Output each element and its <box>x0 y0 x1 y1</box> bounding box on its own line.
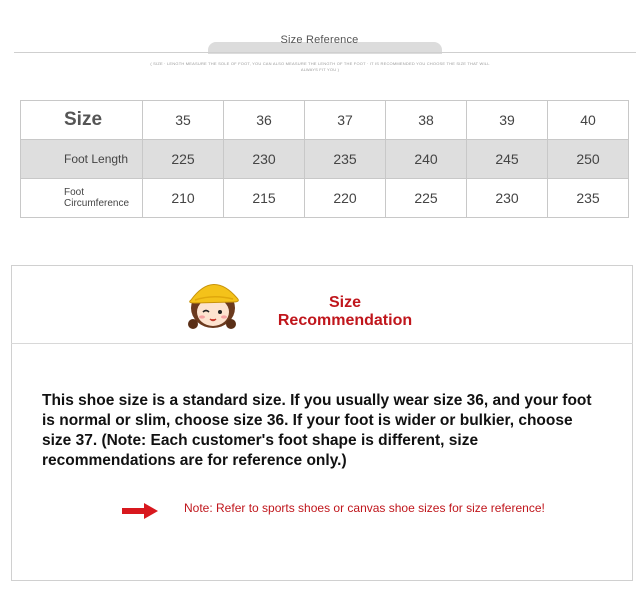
table-cell: 37 <box>305 101 386 140</box>
recommendation-title-line: Size <box>328 294 361 311</box>
recommendation-title <box>250 294 440 330</box>
table-cell: 35 <box>143 101 224 140</box>
table-cell: 215 <box>224 179 305 218</box>
table-cell: 220 <box>305 179 386 218</box>
table-cell: 39 <box>467 101 548 140</box>
page-title: Size Reference <box>280 34 359 46</box>
table-cell: 225 <box>143 140 224 179</box>
girl-with-yellow-hat-icon <box>183 276 245 336</box>
row-label-size: Size <box>21 101 143 140</box>
table-cell: 36 <box>224 101 305 140</box>
recommendation-title-line: Recommendation <box>277 312 413 329</box>
table-cell: 40 <box>548 101 629 140</box>
size-chart-table <box>20 100 629 218</box>
table-cell: 230 <box>224 140 305 179</box>
page-subtitle: ( SIZE · LENGTH MEASURE THE SOLE OF FOOT, YOU CAN ALSO MEASURE THE LENGTH OF THE FOOT · IT IS RECOMMENDED YOU CHOOSE THE SIZE THAT WILL ALWAYS FIT YOU ) <box>150 61 490 72</box>
table-cell: 250 <box>548 140 629 179</box>
table-cell: 235 <box>305 140 386 179</box>
table-row-foot-circumference <box>21 179 629 218</box>
table-cell: 210 <box>143 179 224 218</box>
table-cell: 230 <box>467 179 548 218</box>
table-row-size <box>21 101 629 140</box>
row-label-line: Circumference <box>64 198 130 209</box>
table-cell: 245 <box>467 140 548 179</box>
table-cell: 38 <box>386 101 467 140</box>
red-arrow-right-icon <box>120 502 160 520</box>
table-cell: 240 <box>386 140 467 179</box>
row-label-foot-length: Foot Length <box>21 140 143 179</box>
header-divider <box>14 52 636 53</box>
recommendation-divider <box>11 343 633 344</box>
table-row-foot-length <box>21 140 629 179</box>
recommendation-text: This shoe size is a standard size. If you usually wear size 36, and your foot is normal or slim, choose size 36. If your foot is wider or bulkier, choose size 37. (Note: Each customer's foot shape is different, size recommendations are for reference only.) <box>42 392 592 469</box>
table-cell: 235 <box>548 179 629 218</box>
row-label-foot-circumference <box>21 179 143 218</box>
row-label-line: Foot <box>64 187 85 198</box>
size-note: Note: Refer to sports shoes or canvas shoe sizes for size reference! <box>184 501 545 515</box>
table-cell: 225 <box>386 179 467 218</box>
